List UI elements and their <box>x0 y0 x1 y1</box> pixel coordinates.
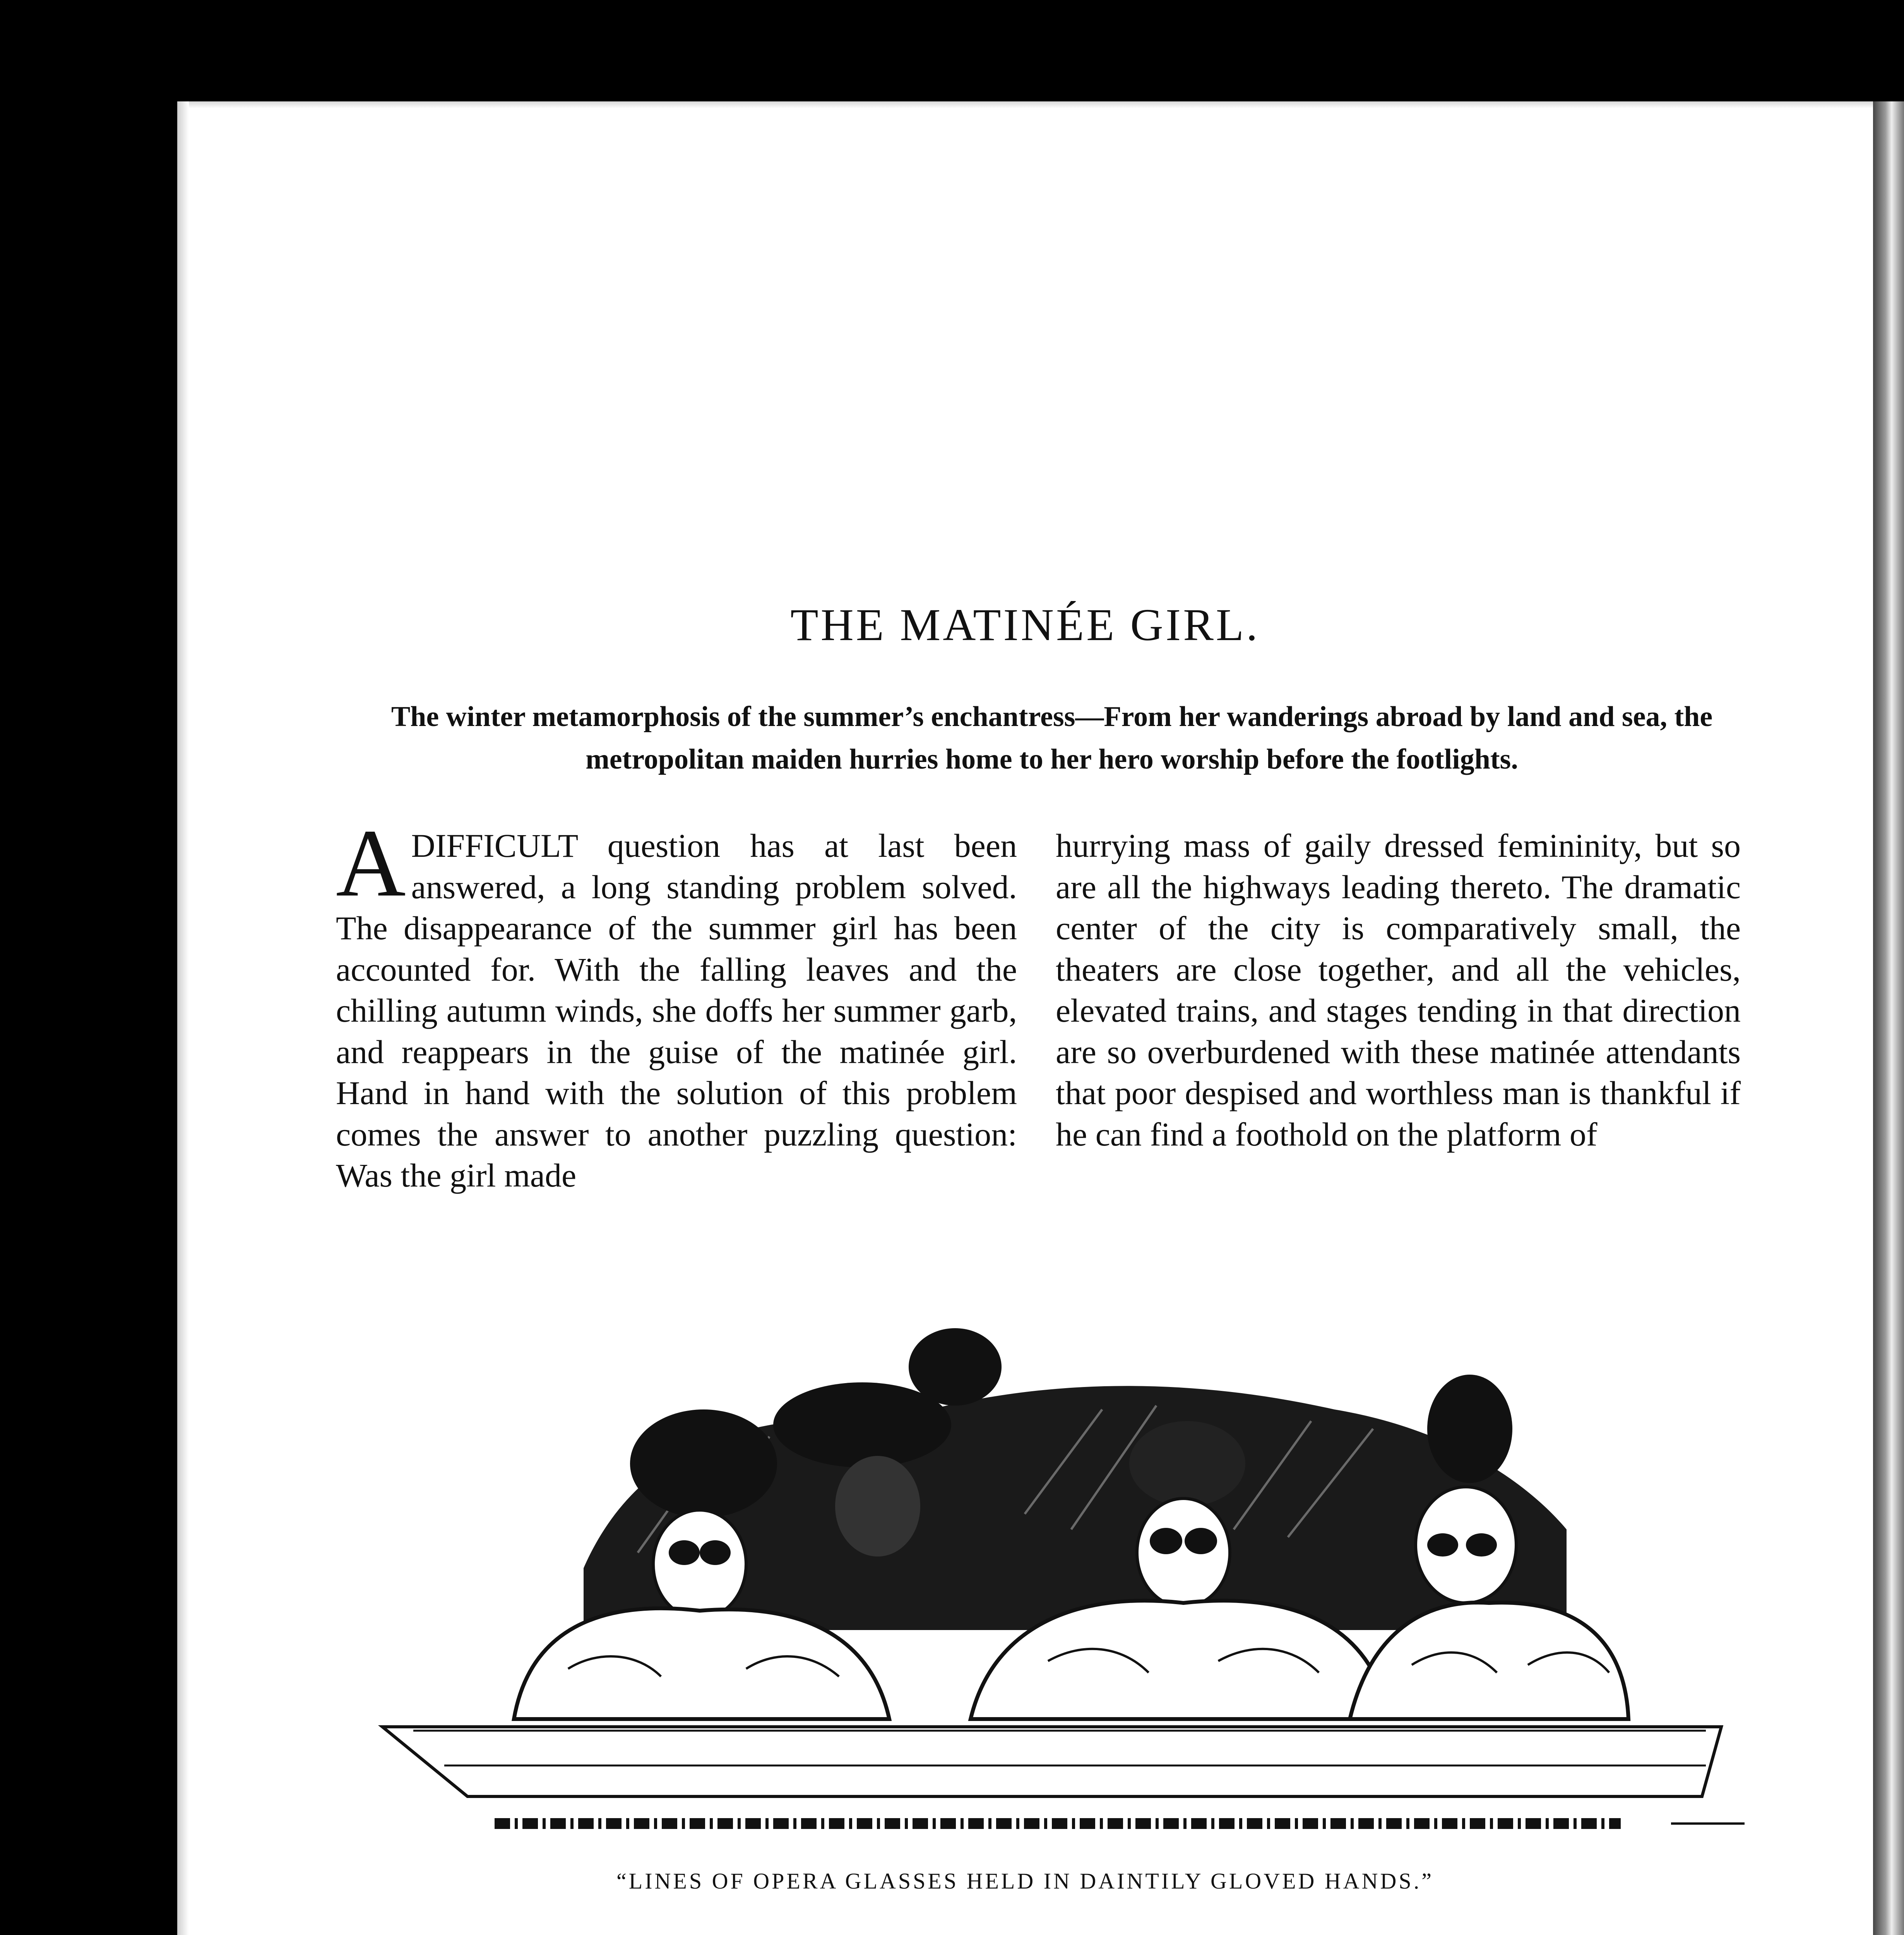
drop-cap: A <box>336 810 406 917</box>
illustration-caption: “LINES OF OPERA GLASSES HELD IN DAINTILY GLOVED HANDS.” <box>616 1868 1434 1894</box>
column-top-right <box>1056 825 1741 1155</box>
article-title: THE MATINÉE GIRL. <box>790 599 1260 650</box>
page-edge-top <box>177 101 1873 108</box>
paragraph-continued: hurrying mass of gaily dressed femininity, but so are all the highways leading thereto. The dramatic center of the city is comparatively small, the theaters are close together, and all the vehicles, elevated trains, and stages tending in that direction are so overburdened with these matinée attendants that poor despised and worthless man is thankful if he can find a foothold on the platform of <box>1056 827 1741 1153</box>
magazine-page <box>177 101 1873 1935</box>
page-edge-left <box>177 101 189 1935</box>
column-top-left <box>336 810 1017 1196</box>
page-binding <box>1873 101 1904 1935</box>
article-subtitle: The winter metamorphosis of the summer’s enchantress—From her wanderings abroad by land and sea, the metropolitan maiden hurries home to her hero worship before the footlights. <box>391 701 1713 775</box>
illustration-opera-glasses <box>367 1282 1745 1851</box>
paragraph-opening: DIFFICULT question has at last been answered, a long standing problem solved. The disappearance of the summer girl has been accounted for. With the falling leaves and the chilling autumn winds, she doffs her summer garb, and reappears in the guise of the matinée girl. Hand in hand with the solution of this problem comes the answer to another puzzling question: Was the girl made <box>336 827 1017 1194</box>
